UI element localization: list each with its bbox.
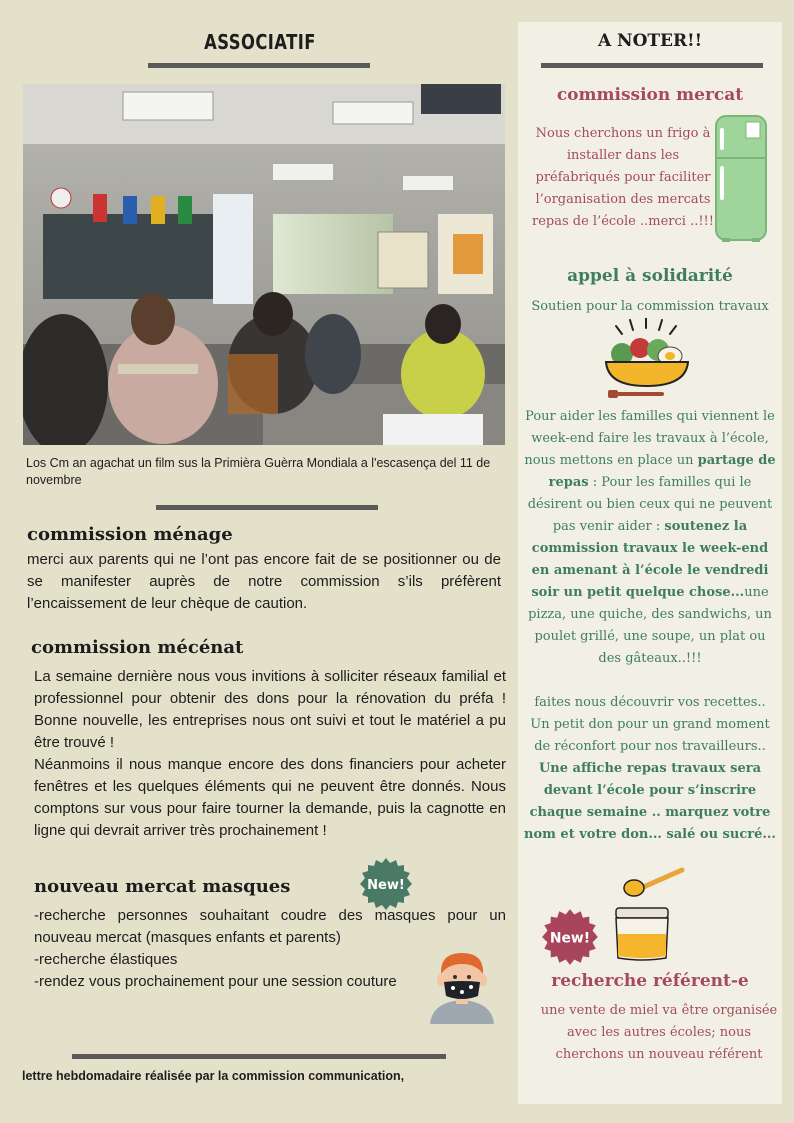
referent-text: une vente de miel va être organisée avec les autres écoles; nous cherchons un nouveau référent bbox=[540, 1003, 778, 1062]
section-title-associatif: ASSOCIATIF bbox=[204, 30, 316, 54]
solidarite-text-part-2: : Pour les familles qui le désirent ou bien ceux qui ne peuvent pas venir aider : bbox=[527, 475, 773, 534]
new-badge-label: New! bbox=[367, 878, 405, 893]
solidarite-text-bold-1: partage de repas bbox=[548, 453, 776, 490]
masques-line-3: -rendez vous prochainement pour une session couture bbox=[34, 973, 397, 990]
masked-child-illustration bbox=[426, 950, 498, 1024]
masques-line-2: -recherche élastiques bbox=[34, 951, 178, 968]
solidarite-text bbox=[524, 406, 776, 670]
solidarite-text-part-4: faites nous découvrir vos recettes.. Un petit don pour un grand moment de réconfort pour nos travailleurs.. bbox=[530, 695, 770, 754]
classroom-photo bbox=[23, 84, 505, 445]
title-underline bbox=[148, 63, 370, 68]
honey-jar-icon bbox=[606, 864, 690, 964]
new-badge-referent bbox=[540, 907, 600, 967]
heading-commission-mecenat: commission mécénat bbox=[31, 637, 244, 658]
masques-line-1: -recherche personnes souhaitant coudre des masques pour un nouveau mercat (masques enfants et parents) bbox=[34, 907, 506, 946]
heading-commission-mercat: commission mercat bbox=[556, 85, 744, 105]
footer-divider bbox=[72, 1054, 446, 1059]
photo-caption: Los Cm an agachat un film sus la Primièra Guèrra Mondiala a l'escasença del 11 de novembre bbox=[26, 456, 491, 487]
solidarite-text-part-1: Pour aider les familles qui viennent le week-end faire les travaux à l’école, nous mettons en place un bbox=[524, 409, 775, 468]
heading-commission-menage: commission ménage bbox=[27, 524, 233, 545]
solidarite-text-bold-2: soutenez la commission travaux le week-end en amenant à l’école le vendredi soir un petit quelque chose... bbox=[531, 519, 769, 600]
mecenat-paragraph-1: La semaine dernière nous vous invitions à solliciter réseaux familial et professionnel pour obtenir des dons pour la rénovation du préfa ! Bonne nouvelle, les entreprises nous ont suivi et tout le matériel a pu être trouvé ! bbox=[34, 668, 506, 751]
section-divider bbox=[156, 505, 378, 510]
menage-text: merci aux parents qui ne l’ont pas encore fait de se positionner ou de se manifester auprès de notre commission s’ils préfèrent l’encaissement de leur chèque de caution. bbox=[27, 551, 501, 612]
fridge-icon bbox=[712, 114, 770, 244]
section-title-a-noter: A NOTER!! bbox=[597, 31, 703, 51]
solidarite-recettes-text bbox=[524, 692, 776, 846]
mecenat-paragraph-2: Néanmoins il nous manque encore des dons financiers pour acheter fenêtres et les quelques éléments qui ne peuvent être donnés. Nous comptons sur vous pour faire tourner la demande, puis la cagnotte en ligne qui devrait arriver très prochainement ! bbox=[34, 756, 506, 839]
heading-appel-solidarite: appel à solidarité bbox=[567, 266, 733, 286]
solidarite-text-part-3: une pizza, une quiche, des sandwichs, un poulet grillé, une soupe, un plat ou des gâteaux..!!! bbox=[528, 585, 772, 666]
solidarite-text-bold-3: Une affiche repas travaux sera devant l’école pour s’inscrire chaque semaine .. marquez votre nom et votre don... salé ou sucré... bbox=[524, 761, 776, 842]
new-badge bbox=[358, 856, 414, 912]
new-badge-referent-label: New! bbox=[549, 930, 591, 947]
heading-recherche-referent: recherche référent-e bbox=[551, 971, 749, 991]
footer-text: lettre hebdomadaire réalisée par la commission communication, bbox=[22, 1069, 405, 1083]
salad-bowl-icon bbox=[600, 318, 696, 404]
heading-nouveau-mercat-masques: nouveau mercat masques bbox=[34, 876, 291, 897]
solidarite-subtitle: Soutien pour la commission travaux bbox=[531, 299, 769, 314]
right-title-underline bbox=[541, 63, 763, 68]
mercat-text: Nous cherchons un frigo à installer dans les préfabriqués pour faciliter l’organisation des mercats repas de l’école ..merci ..!!! bbox=[531, 126, 714, 229]
